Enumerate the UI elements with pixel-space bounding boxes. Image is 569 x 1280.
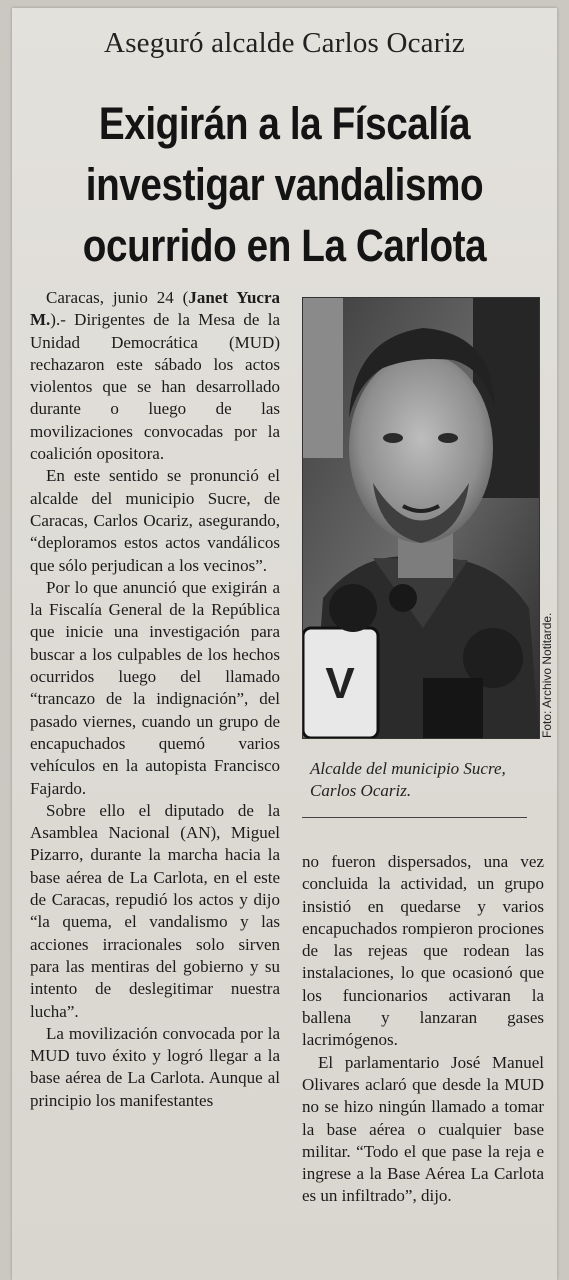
continued-paragraph: no fueron dispersados, una vez concluida la actividad, un grupo insistió en quedarse y varios encapuchados rompieron prociones de las rejeas que rodean las instalaciones, lo que ocasionó que los funcionarios activaran la ballena y lanzaran gases lacrimógenos.: [302, 852, 544, 1050]
headline-line-1: Exigirán a la Físcalía: [98, 98, 471, 149]
body-paragraph: En este sentido se pronunció el alcalde del municipio Sucre, de Caracas, Carlos Ocariz, asegurando, “deploramos estos actos vandálicos que sólo perjudican a los vecinos”.: [30, 466, 280, 575]
headline-line-2: investigar vandalismo: [85, 159, 484, 210]
photo-credit: Foto: Archivo Notitarde.: [540, 612, 554, 738]
article-left-column: [30, 287, 280, 1112]
dateline: Caracas, junio 24 (: [46, 288, 189, 307]
body-paragraph: Sobre ello el diputado de la Asamblea Nacional (AN), Miguel Pizarro, durante la marcha hacia la base aérea de La Carlota, en el este de Caracas, repudió los actos y dijo “la quema, el vandalismo y las acciones irracionales solo sirven para las mentiras del gobierno y su intento de deslegitimar nuestra lucha”.: [30, 800, 280, 1021]
article-kicker: Aseguró alcalde Carlos Ocariz: [104, 27, 465, 59]
byline: Janet Yucra M.: [30, 288, 281, 330]
lead-text: ).- Dirigentes de la Mesa de la Unidad Democrática (MUD) rechazaron este sábado los actos violentos que se han desarrollado durante o luego de las movilizaciones convocadas por la coalición opositora.: [30, 310, 280, 464]
article-photo: [302, 297, 540, 739]
body-paragraph: Por lo que anunció que exigirán a la Fiscalía General de la República que inicie una investigación para buscar a los culpables de los hechos ocurridos luego del llamado “trancazo de la indignación”, del pasado viernes, cuando un grupo de encapuchados quemó varios vehículos en la autopista Francisco Fajardo.: [30, 577, 280, 798]
article-headline: [48, 93, 520, 276]
photo-caption: Alcalde del municipio Sucre, Carlos Ocariz.: [310, 759, 506, 800]
mic-logo-letter: V: [325, 659, 355, 708]
article-right-column: [302, 851, 544, 1208]
headline-line-3: ocurrido en La Carlota: [82, 220, 487, 271]
lead-paragraph: [30, 287, 280, 465]
photo-illustration: [303, 298, 539, 738]
body-paragraph: El parlamentario José Manuel Olivares aclaró que desde la MUD no se hizo ningún llamado a tomar la base aérea o cualquier base militar. “Todo el que pase la reja e ingrese a la Base Aérea La Carlota es un infiltrado”, dijo.: [302, 1052, 544, 1206]
body-paragraph: La movilización convocada por la MUD tuvo éxito y logró llegar a la base aérea de La Carlota. Aunque al principio los manifestantes: [30, 1023, 280, 1110]
caption-divider: [302, 817, 527, 818]
